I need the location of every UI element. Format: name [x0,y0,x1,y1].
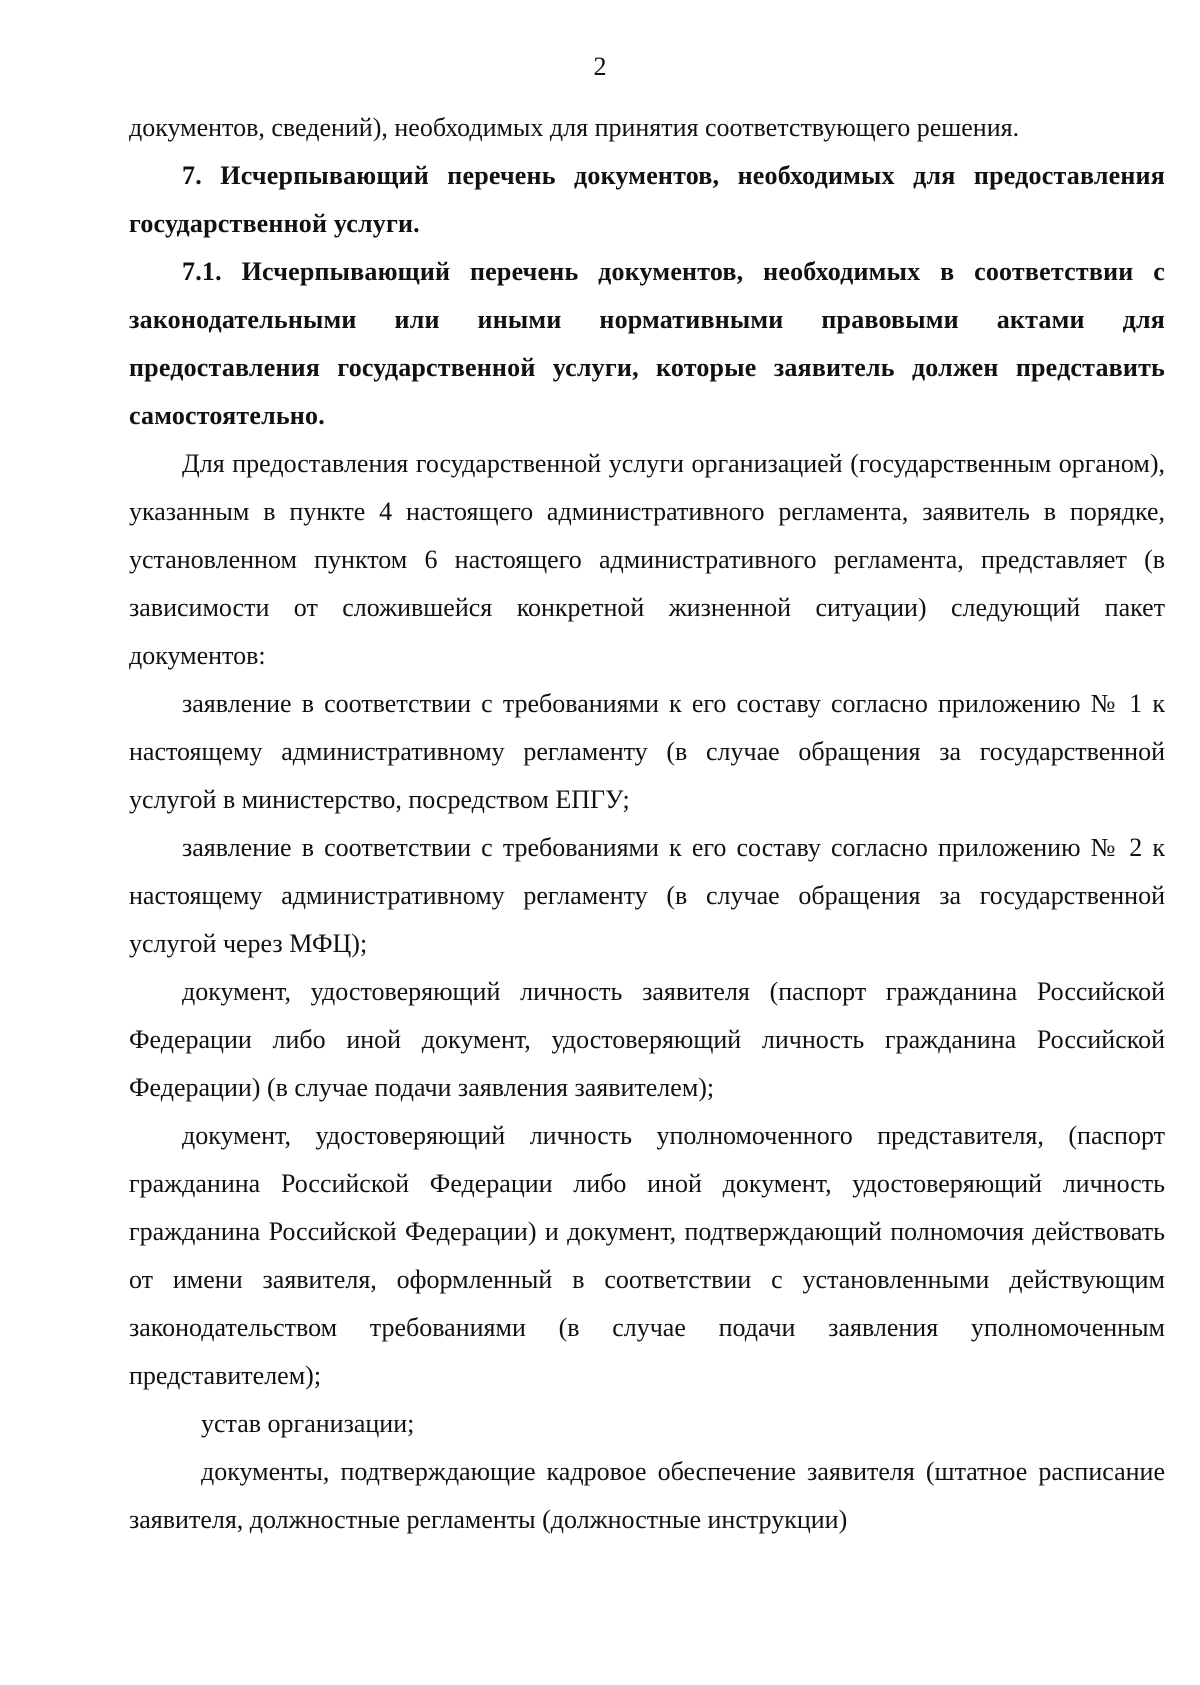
list-item-identity-document: документ, удостоверяющий личность заявителя (паспорт гражданина Российской Федерации либо иной документ, удостоверяющий личность гражданина Российской Федерации) (в случае подачи заявления заявителем); [129,977,1165,1102]
list-item-application-1: заявление в соответствии с требованиями к его составу согласно приложению № 1 к настоящему административному регламенту (в случае обращения за государственной услугой в министерство, посредством ЕПГУ; [129,689,1165,814]
paragraph-intro: Для предоставления государственной услуги организацией (государственным органом), указанным в пункте 4 настоящего административного регламента, заявитель в порядке, установленном пунктом 6 настоящего административного регламента, представляет (в зависимости от сложившейся конкретной жизненной ситуации) следующий пакет документов: [129,449,1165,670]
page-number: 2 [593,52,607,81]
document-body [129,104,1165,1544]
list-item-charter: устав организации; [201,1409,415,1438]
list-item-staffing-documents: документы, подтверждающие кадровое обеспечение заявителя (штатное расписание заявителя, должностные регламенты (должностные инструкции) [129,1457,1165,1534]
section-heading-7: 7. Исчерпывающий перечень документов, необходимых для предоставления государственной услуги. [129,161,1165,238]
list-item-representative-document: документ, удостоверяющий личность уполномоченного представителя, (паспорт гражданина Российской Федерации либо иной документ, удостоверяющий личность гражданина Российской Федерации) и документ, подтверждающий полномочия действовать от имени заявителя, оформленный в соответствии с установленными действующим законодательством требованиями (в случае подачи заявления уполномоченным представителем); [129,1121,1165,1390]
section-heading-7-1: 7.1. Исчерпывающий перечень документов, необходимых в соответствии с законодательными или иными нормативными правовыми актами для предоставления государственной услуги, которые заявитель должен представить самостоятельно. [129,257,1165,430]
paragraph-continuation: документов, сведений), необходимых для принятия соответствующего решения. [129,113,1020,142]
list-item-application-2: заявление в соответствии с требованиями к его составу согласно приложению № 2 к настоящему административному регламенту (в случае обращения за государственной услугой через МФЦ); [129,833,1165,958]
